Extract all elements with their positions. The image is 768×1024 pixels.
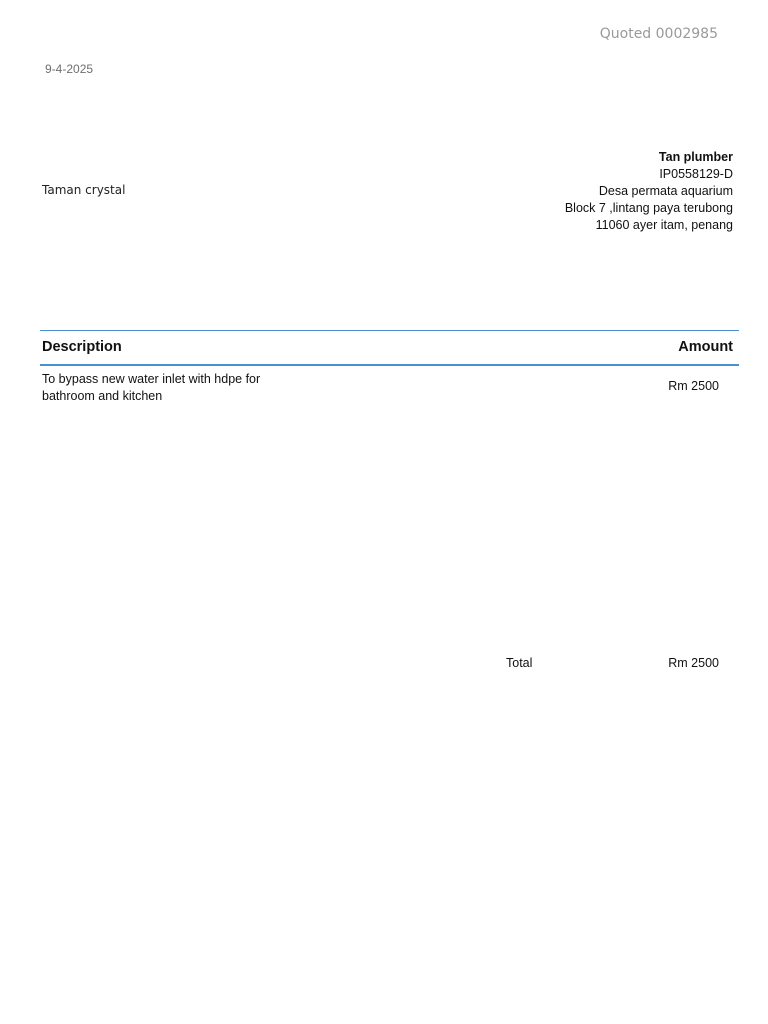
table-header-top-rule xyxy=(40,330,739,331)
supplier-address-line-2: Block 7 ,lintang paya terubong xyxy=(564,201,733,215)
supplier-address-line-3: 11060 ayer itam, penang xyxy=(595,218,733,232)
supplier-block xyxy=(565,149,733,234)
document-date: 9-4-2025 xyxy=(45,62,94,76)
amount-column-header: Amount xyxy=(678,339,733,355)
supplier-registration: IP0558129-D xyxy=(659,167,733,181)
description-column-header: Description xyxy=(42,339,122,355)
total-amount: Rm 2500 xyxy=(668,656,719,670)
quote-number: Quoted 0002985 xyxy=(599,26,718,42)
supplier-name: Tan plumber xyxy=(658,150,733,164)
line-item-description: To bypass new water inlet with hdpe for bathroom and kitchen xyxy=(42,372,261,403)
client-name: Taman crystal xyxy=(42,183,126,197)
line-item-amount: Rm 2500 xyxy=(668,379,719,393)
total-label: Total xyxy=(506,656,533,670)
supplier-address-line-1: Desa permata aquarium xyxy=(598,184,733,198)
table-header-bottom-rule xyxy=(40,364,739,366)
